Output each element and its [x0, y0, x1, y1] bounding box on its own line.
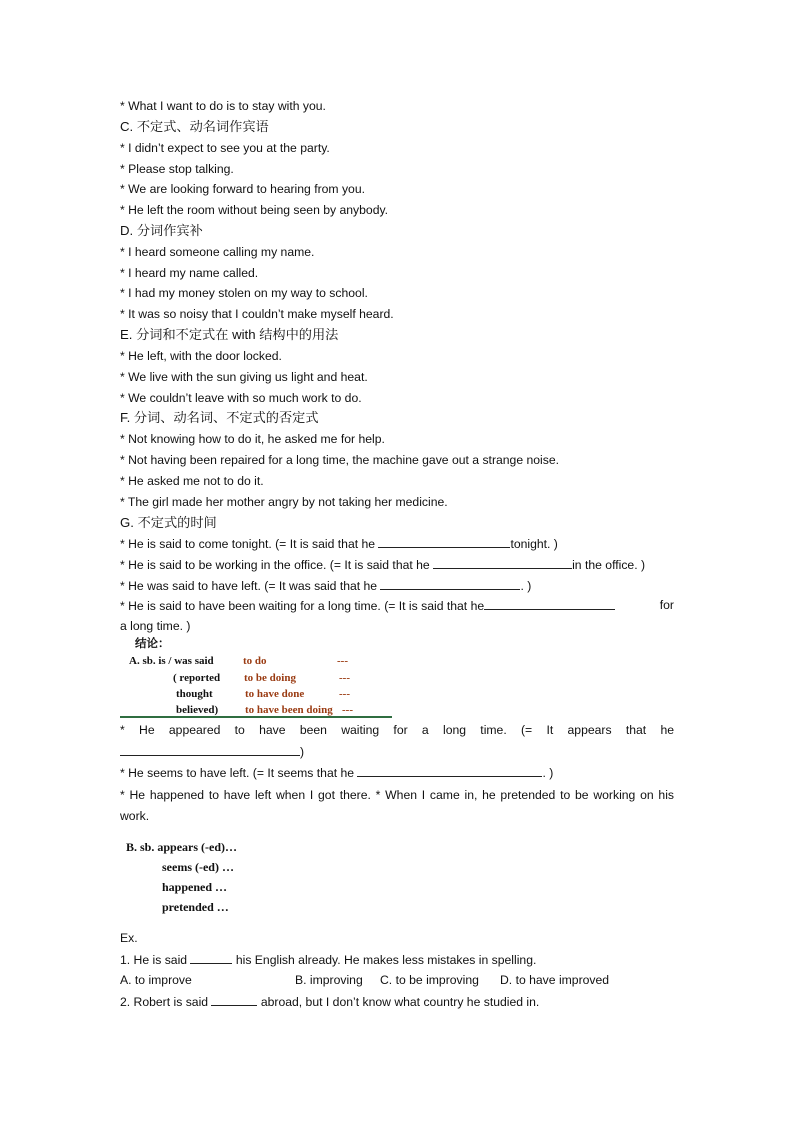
option-b: B. improving [295, 973, 363, 987]
fill-blank-line [120, 764, 553, 781]
conclusion-left: thought [176, 688, 213, 700]
fill-blank-line [120, 743, 304, 760]
example-line: * I heard my name called. [120, 266, 259, 280]
line-text: * He was said to have left. (= It was said that he [120, 579, 381, 593]
option-a: A. to improve [120, 973, 192, 987]
line-text: 1. He is said [120, 953, 191, 967]
example-line: * The girl made her mother angry by not taking her medicine. [120, 495, 448, 509]
line-text: in the office. ) [572, 558, 646, 572]
answer-blank [211, 993, 257, 1006]
fill-blank-line [120, 535, 558, 552]
conclusion-left: ( reported [173, 672, 221, 684]
example-line: * Please stop talking. [120, 162, 234, 176]
divider-rule [120, 716, 392, 718]
example-line: * I didn’t expect to see you at the party. [120, 141, 330, 155]
section-heading-e: E. 分词和不定式在 with 结构中的用法 [120, 327, 339, 342]
fill-blank-line [120, 577, 531, 594]
example-line: * He left the room without being seen by anybody. [120, 203, 389, 217]
conclusion-title: 结论： [135, 638, 170, 650]
section-b-item: happened … [162, 880, 228, 894]
line-text: for [659, 598, 674, 612]
section-b-title: B. sb. appears (-ed)… [126, 840, 238, 854]
section-heading-f: F. 分词、动名词、不定式的否定式 [120, 410, 319, 425]
answer-blank [484, 597, 615, 610]
example-line: a long time. ) [120, 619, 191, 633]
example-line: * What I want to do is to stay with you. [120, 99, 326, 113]
line-text: . ) [542, 766, 554, 780]
answer-blank [378, 535, 510, 548]
conclusion-dash: --- [342, 704, 353, 716]
exercise-question [120, 993, 539, 1010]
line-text: * He is said to have been waiting for a long time. (= It is said that he [120, 599, 485, 613]
option-d: D. to have improved [500, 973, 610, 987]
section-b-item: seems (-ed) … [162, 860, 234, 874]
section-b-item: pretended … [162, 900, 229, 914]
conclusion-right: to do [243, 655, 267, 667]
conclusion-dash: --- [339, 688, 350, 700]
example-line: * He appeared to have been waiting for a long time. (= It appears that he [120, 723, 674, 737]
example-line: * He asked me not to do it. [120, 474, 264, 488]
example-line: * I had my money stolen on my way to school. [120, 286, 368, 300]
answer-blank [380, 577, 520, 590]
example-line: * He left, with the door locked. [120, 349, 282, 363]
conclusion-right: to be doing [244, 672, 296, 684]
section-heading-c: C. 不定式、动名词作宾语 [120, 119, 269, 134]
answer-blank [433, 556, 572, 569]
section-heading-d: D. 分词作宾补 [120, 223, 203, 238]
example-line: * Not having been repaired for a long time, the machine gave out a strange noise. [120, 453, 560, 467]
example-paragraph: * He happened to have left when I got there. * When I came in, he pretended to be working on his work. [120, 788, 674, 823]
conclusion-right: to have done [245, 688, 305, 700]
answer-blank [357, 764, 542, 777]
conclusion-left: A. sb. is / was said [129, 655, 214, 667]
line-text: abroad, but I don’t know what country he studied in. [257, 995, 540, 1009]
fill-blank-line [120, 556, 645, 573]
example-line: * It was so noisy that I couldn’t make myself heard. [120, 307, 394, 321]
conclusion-right: to have been doing [245, 704, 333, 716]
fill-blank-line [120, 597, 674, 614]
answer-blank [120, 743, 300, 756]
exercise-label: Ex. [120, 931, 138, 945]
conclusion-dash: --- [339, 672, 350, 684]
line-text: his English already. He makes less mistakes in spelling. [232, 953, 537, 967]
line-text: 2. Robert is said [120, 995, 212, 1009]
line-text: * He is said to be working in the office. (= It is said that he [120, 558, 434, 572]
example-line: * We are looking forward to hearing from you. [120, 182, 365, 196]
example-line: * Not knowing how to do it, he asked me for help. [120, 432, 385, 446]
option-c: C. to be improving [380, 973, 479, 987]
example-line: * We couldn’t leave with so much work to do. [120, 391, 362, 405]
line-text: . ) [520, 579, 532, 593]
line-text: * He is said to come tonight. (= It is said that he [120, 537, 379, 551]
answer-blank [190, 951, 232, 964]
example-line: * We live with the sun giving us light and heat. [120, 370, 368, 384]
line-text: * He seems to have left. (= It seems that he [120, 766, 358, 780]
section-heading-g: G. 不定式的时间 [120, 515, 217, 530]
example-line: * I heard someone calling my name. [120, 245, 315, 259]
line-text: tonight. ) [510, 537, 558, 551]
conclusion-dash: --- [337, 655, 348, 667]
line-text: ) [300, 745, 305, 759]
exercise-question [120, 951, 536, 968]
conclusion-left: believed) [176, 704, 219, 716]
